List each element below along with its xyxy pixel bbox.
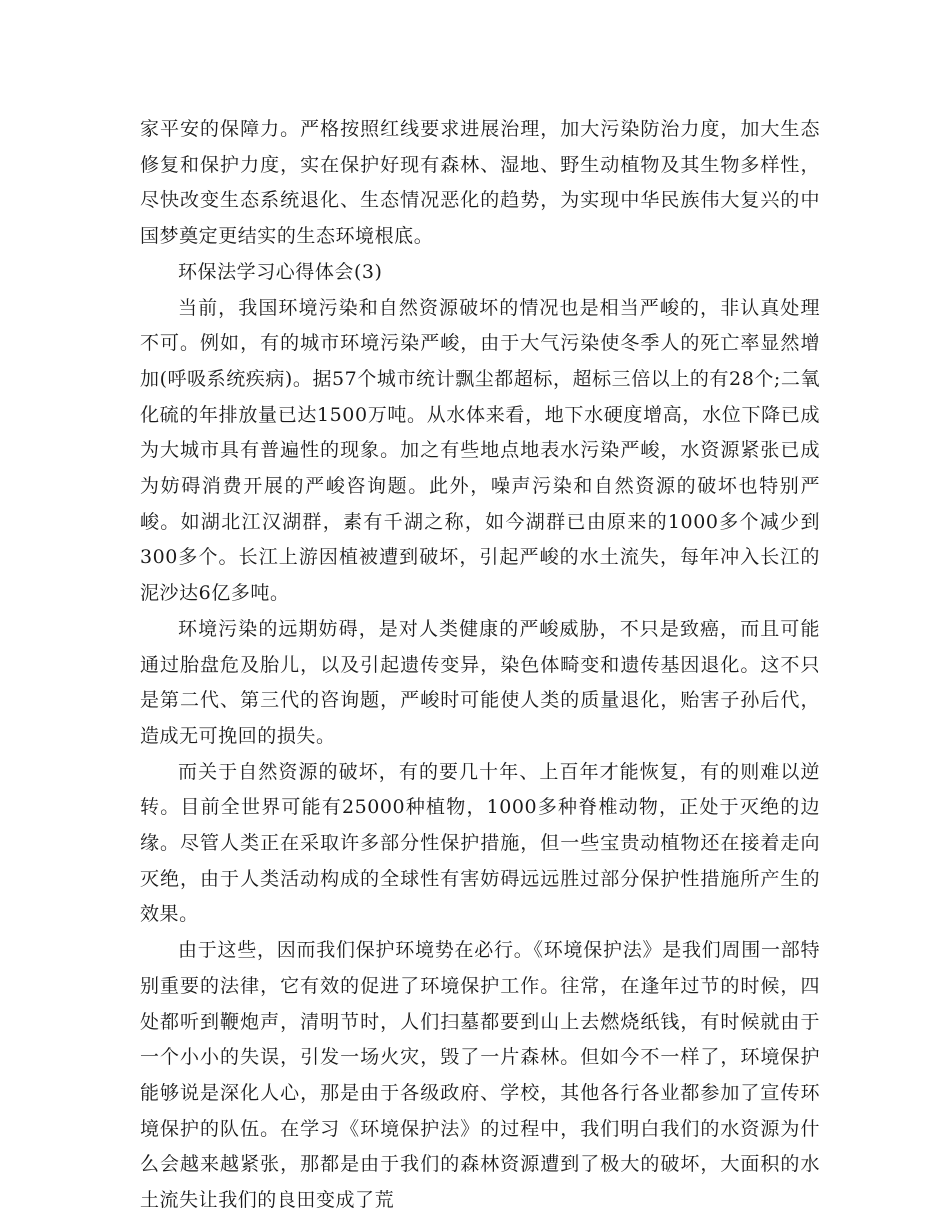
paragraph-current-situation: 当前，我国环境污染和自然资源破坏的情况也是相当严峻的，非认真处理不可。例如，有的城市环境污染严峻，由于大气污染使冬季人的死亡率显然增加(呼吸系统疾病)。据57个城市统计飘尘都超标，超标三倍以上的有28个;二氧化硫的年排放量已达1500万吨。从水体来看，地下水硬度增高，水位下降已成为大城市具有普遍性的现象。加之有些地点地表水污染严峻，水资源紧张已成为妨碍消费开展的严峻咨询题。此外，噪声污染和自然资源的破坏也特别严峻。如湖北江汉湖群，素有千湖之称，如今湖群已由原来的1000多个减少到300多个。长江上游因植被遭到破坏，引起严峻的水土流失，每年冲入长江的泥沙达6亿多吨。 — [140, 296, 820, 605]
paragraph-continuation: 家平安的保障力。严格按照红线要求进展治理，加大污染防治力度，加大生态修复和保护力度，实在保护好现有森林、湿地、野生动植物及其生物多样性，尽快改变生态系统退化、生态情况恶化的趋势，为实现中华民族伟大复兴的中国梦奠定更结实的生态环境根底。 — [140, 118, 820, 248]
document-page — [140, 112, 820, 1219]
section-heading: 环保法学习心得体会(3) — [178, 260, 383, 283]
paragraph-long-term-impact: 环境污染的远期妨碍，是对人类健康的严峻威胁，不只是致癌，而且可能通过胎盘危及胎儿，以及引起遗传变异，染色体畸变和遗传基因退化。这不只是第二代、第三代的咨询题，严峻时可能使人类的质量退化，贻害子孙后代，造成无可挽回的损失。 — [140, 617, 820, 747]
paragraph-resource-destruction: 而关于自然资源的破坏，有的要几十年、上百年才能恢复，有的则难以逆转。目前全世界可能有25000种植物，1000多种脊椎动物，正处于灭绝的边缘。尽管人类正在采取许多部分性保护措施，但一些宝贵动植物还在接着走向灭绝，由于人类活动构成的全球性有害妨碍远远胜过部分保护性措施所产生的效果。 — [140, 760, 820, 926]
paragraph-protection-law: 由于这些，因而我们保护环境势在必行。《环境保护法》是我们周围一部特别重要的法律，它有效的促进了环境保护工作。往常，在逢年过节的时候，四处都听到鞭炮声，清明节时，人们扫墓都要到山上去燃烧纸钱，有时候就由于一个小小的失误，引发一场火灾，毁了一片森林。但如今不一样了，环境保护能够说是深化人心，那是由于各级政府、学校，其他各行各业都参加了宣传环境保护的队伍。在学习《环境保护法》的过程中，我们明白我们的水资源为什么会越来越紧张，那都是由于我们的森林资源遭到了极大的破坏，大面积的水土流失让我们的良田变成了荒 — [140, 939, 820, 1212]
